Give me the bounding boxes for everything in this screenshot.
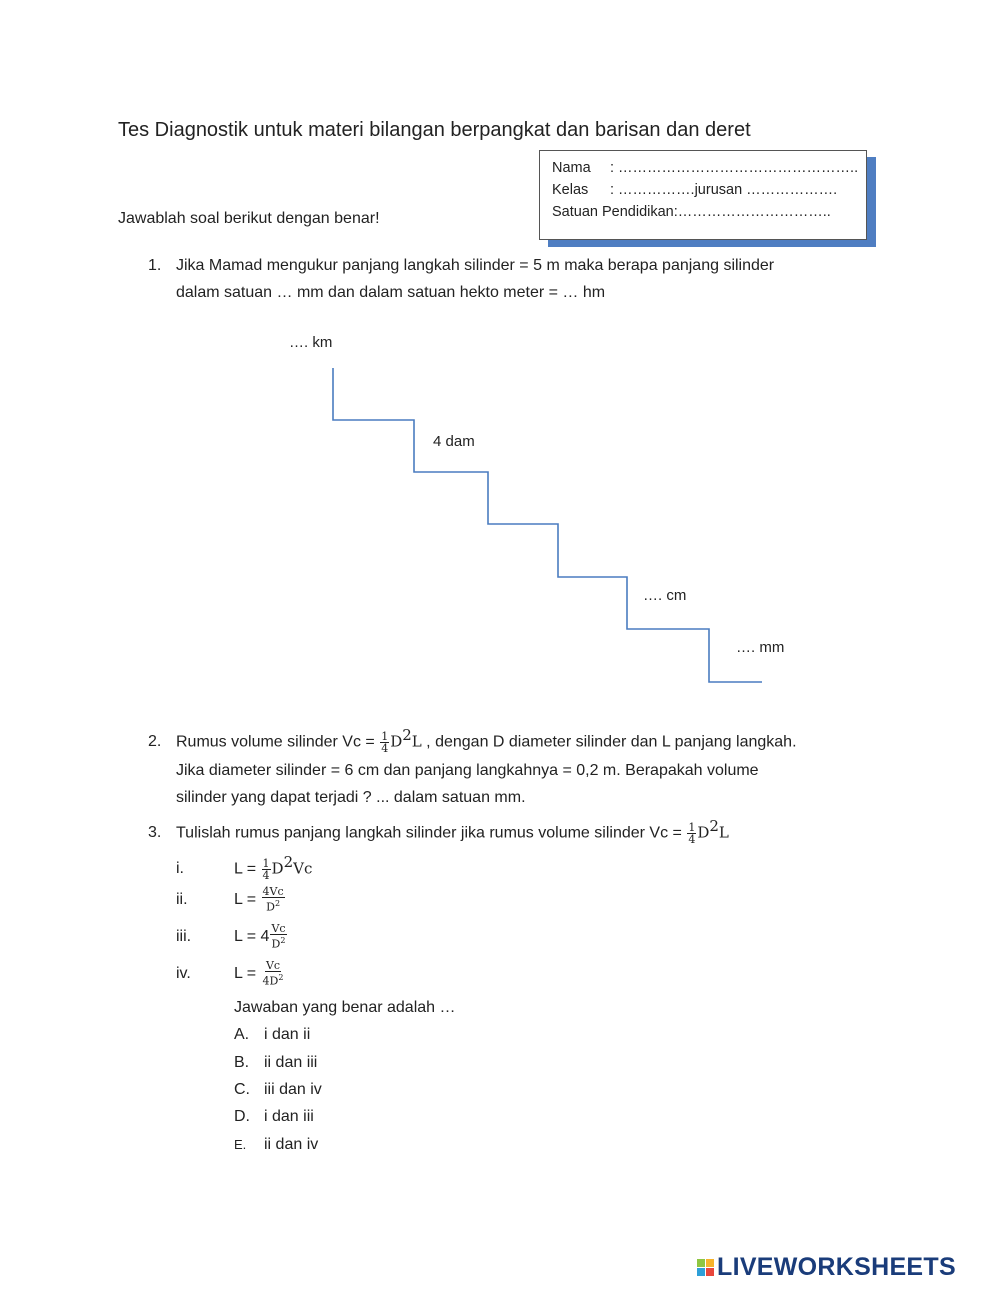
option-b[interactable]: B. ii dan iii [234,1054,318,1071]
liveworksheets-logo[interactable] [697,1253,956,1282]
q3-item-ii: ii. L = $\frac{4Vc}{D^2}$ [176,885,284,915]
q3-fraction: $\frac{1}{4}$ [688,820,696,846]
stair-label-km[interactable]: …. km [289,334,333,351]
instruction-text: Jawablah soal berikut dengan benar! [118,210,380,227]
q2-fraction: $\frac{1}{4}$ [381,729,389,755]
q2-line2: Jika diameter silinder = 6 cm dan panjang langkahnya = 0,2 m. Berapakah volume [176,762,759,780]
q2-number: 2. [148,733,162,751]
q2-line1-a: Rumus volume silinder Vc = [176,733,380,751]
nama-label: Nama [552,160,591,176]
logo-text: LIVEWORKSHEETS [717,1253,956,1281]
logo-mark-icon [697,1259,714,1276]
q2-line3[interactable]: silinder yang dapat terjadi ? ... dalam satuan mm. [176,789,526,807]
q2-line1-b: , dengan D diameter silinder dan L panjang langkah. [421,733,797,751]
option-a[interactable]: A. i dan ii [234,1026,311,1043]
q1-line2[interactable]: dalam satuan … mm dan dalam satuan hekto meter = … hm [176,284,606,301]
kelas-field[interactable]: : …………….jurusan ………………. [610,182,838,198]
q3-item-iii: iii. L = 4 $\frac{Vc}{D^2}$ [176,922,286,952]
nama-field[interactable]: : ………………………………………….. [610,160,859,176]
q1-line1: Jika Mamad mengukur panjang langkah silinder = 5 m maka berapa panjang silinder [176,257,775,274]
stair-label-cm[interactable]: …. cm [643,587,687,604]
q3-item-iv: iv. L = $\frac{Vc}{4D^2}$ [176,959,284,989]
satuan-field[interactable]: ………………………….. [677,204,831,220]
stair-label-mm[interactable]: …. mm [736,639,785,656]
option-e[interactable]: E. ii dan iv [234,1136,319,1153]
option-d[interactable]: D. i dan iii [234,1108,314,1125]
q3-item-i: i. L = $\frac{1}{4}$ $D^2Vc$ [176,853,313,882]
q1-number: 1. [148,257,162,274]
worksheet-title: Tes Diagnostik untuk materi bilangan berpangkat dan barisan dan deret [118,119,751,141]
stair-label-dam: 4 dam [433,433,475,450]
staircase-line [333,368,762,682]
satuan-label: Satuan Pendidikan: [552,204,678,220]
q3-prompt: Jawaban yang benar adalah … [234,999,456,1016]
q3-line1: Tulislah rumus panjang langkah silinder jika rumus volume silinder Vc = [176,824,687,842]
question-2: 2. Rumus volume silinder Vc = $\frac{1}{4}$ $D^2L$ , dengan D diameter silinder dan L panjang langkah. Jika diameter silinder = 6 cm dan panjang langkahnya = 0,2 m. Berapakah volume silinder yang dapat terjadi ? ... dalam satuan mm. [148,722,797,811]
q3-number: 3. [148,824,162,842]
question-3: 3. Tulislah rumus panjang langkah silinder jika rumus volume silinder Vc = $\frac{1}{4}$ $D^2L$ [148,817,729,846]
option-c[interactable]: C. iii dan iv [234,1081,322,1098]
kelas-label: Kelas [552,182,589,198]
